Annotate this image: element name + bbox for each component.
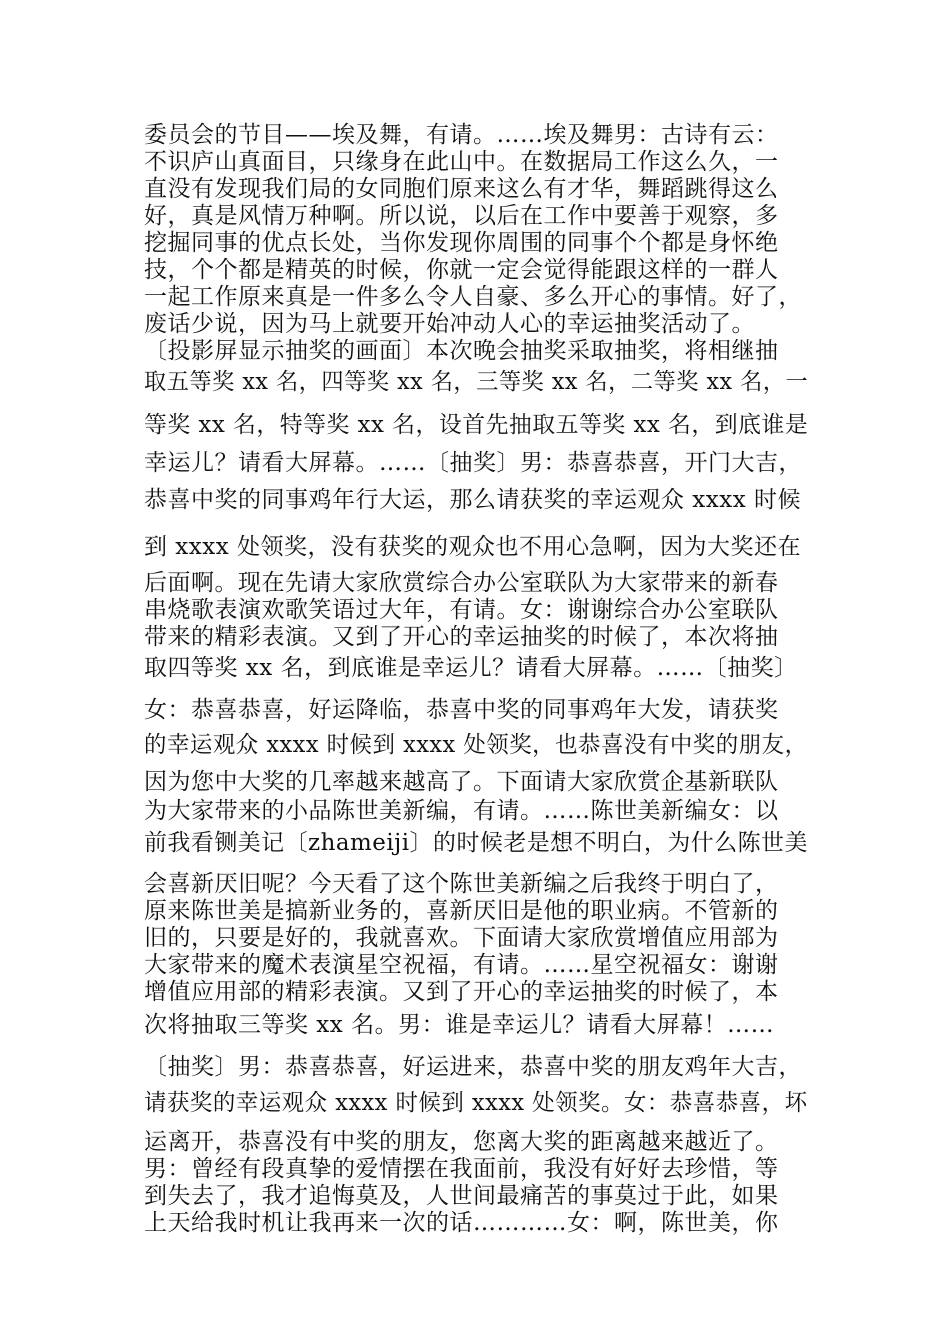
text-line: 取五等奖 xx 名，四等奖 xx 名，三等奖 xx 名，二等奖 xx 名，一 [144,369,809,395]
text-line: 前我看铡美记〔zhameiji〕的时候老是想不明白，为什么陈世美 [144,830,808,856]
text-line: 幸运儿？请看大屏幕。……〔抽奖〕男：恭喜恭喜，开门大吉， [144,450,802,476]
text-line: 到失去了，我才追悔莫及，人世间最痛苦的事莫过于此，如果 [144,1183,779,1209]
text-line: 带来的精彩表演。又到了开心的幸运抽奖的时候了，本次将抽 [144,624,779,650]
text-line: 〔投影屏显示抽奖的画面〕本次晚会抽奖采取抽奖，将相继抽 [144,338,779,364]
text-line: 恭喜中奖的同事鸡年行大运，那么请获奖的幸运观众 xxxx 时候 [144,487,802,513]
text-line: 大家带来的魔术表演星空祝福，有请。……星空祝福女：谢谢 [144,952,779,978]
text-line: 委员会的节目——埃及舞，有请。……埃及舞男：古诗有云： [144,122,779,148]
text-line: 〔抽奖〕男：恭喜恭喜，好运进来，恭喜中奖的朋友鸡年大吉， [144,1054,802,1080]
text-line: 因为您中大奖的几率越来越高了。下面请大家欣赏企基新联队 [144,769,779,795]
text-line: 挖掘同事的优点长处，当你发现你周围的同事个个都是身怀绝 [144,230,779,256]
text-line: 请获奖的幸运观众 xxxx 时候到 xxxx 处领奖。女：恭喜恭喜，坏 [144,1090,808,1116]
text-line: 次将抽取三等奖 xx 名。男：谁是幸运儿？请看大屏幕！…… [144,1012,775,1038]
text-line: 增值应用部的精彩表演。又到了开心的幸运抽奖的时候了，本 [144,979,779,1005]
text-line: 上天给我时机让我再来一次的话…………女：啊，陈世美，你 [144,1210,779,1236]
text-line: 好，真是风情万种啊。所以说，以后在工作中要善于观察，多 [144,203,779,229]
text-line: 一起工作原来真是一件多么令人自豪、多么开心的事情。好了， [144,284,802,310]
text-line: 取四等奖 xx 名，到底谁是幸运儿？请看大屏幕。……〔抽奖〕 [144,655,798,681]
text-line: 原来陈世美是搞新业务的，喜新厌旧是他的职业病。不管新的 [144,898,779,924]
text-line: 直没有发现我们局的女同胞们原来这么有才华，舞蹈跳得这么 [144,176,779,202]
text-line: 不识庐山真面目，只缘身在此山中。在数据局工作这么久，一 [144,149,779,175]
text-line: 的幸运观众 xxxx 时候到 xxxx 处领奖，也恭喜没有中奖的朋友， [144,732,808,758]
text-line: 到 xxxx 处领奖，没有获奖的观众也不用心急啊，因为大奖还在 [144,534,802,560]
text-line: 废话少说，因为马上就要开始冲动人心的幸运抽奖活动了。 [144,311,755,337]
text-line: 后面啊。现在先请大家欣赏综合办公室联队为大家带来的新春 [144,570,779,596]
text-line: 为大家带来的小品陈世美新编，有请。……陈世美新编女：以 [144,798,779,824]
text-line: 女：恭喜恭喜，好运降临，恭喜中奖的同事鸡年大发，请获奖 [144,697,779,723]
text-line: 旧的，只要是好的，我就喜欢。下面请大家欣赏增值应用部为 [144,925,779,951]
text-line: 技，个个都是精英的时候，你就一定会觉得能跟这样的一群人 [144,257,779,283]
text-line: 等奖 xx 名，特等奖 xx 名，设首先抽取五等奖 xx 名，到底谁是 [144,412,809,438]
text-line: 会喜新厌旧呢？今天看了这个陈世美新编之后我终于明白了， [144,871,779,897]
text-line: 串烧歌表演欢歌笑语过大年，有请。女：谢谢综合办公室联队 [144,597,779,623]
text-line: 运离开，恭喜没有中奖的朋友，您离大奖的距离越来越近了。 [144,1129,779,1155]
text-line: 男：曾经有段真挚的爱情摆在我面前，我没有好好去珍惜，等 [144,1156,779,1182]
